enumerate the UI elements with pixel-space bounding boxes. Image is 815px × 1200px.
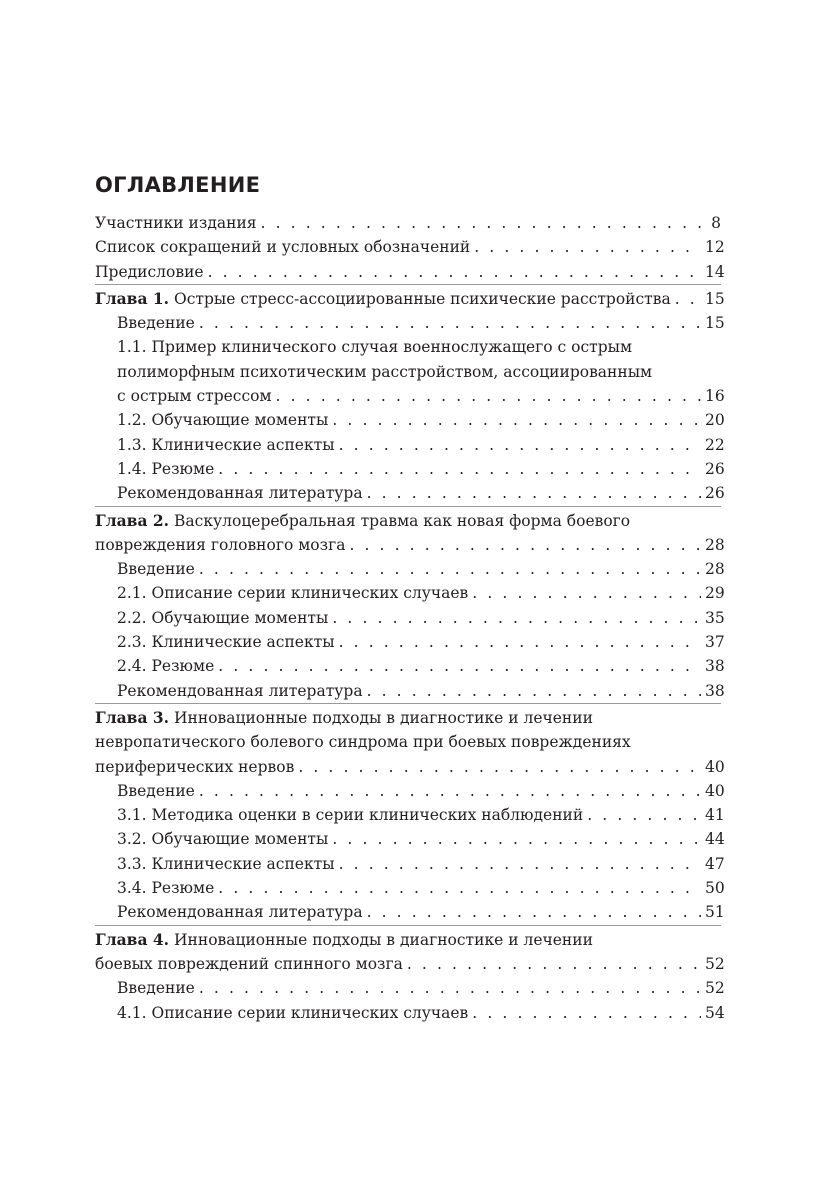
toc-entry-title: Рекомендованная литература bbox=[117, 484, 363, 503]
toc-entry-title: 3.1. Методика оценки в серии клинических наблюдений bbox=[117, 806, 584, 825]
toc-leader-dots bbox=[339, 630, 701, 654]
toc-entry-title: 2.3. Клинические аспекты bbox=[117, 633, 335, 652]
toc-entry[interactable] bbox=[95, 976, 725, 1000]
toc-chapter-heading[interactable] bbox=[95, 287, 725, 311]
toc-entry[interactable] bbox=[95, 852, 725, 876]
toc-page-number: 52 bbox=[705, 979, 725, 998]
toc-page-number: 20 bbox=[705, 411, 725, 430]
toc-entry[interactable] bbox=[95, 457, 725, 481]
toc-entry[interactable] bbox=[95, 557, 725, 581]
toc-chapter-1 bbox=[95, 284, 725, 506]
toc-chapter-title-line[interactable] bbox=[95, 509, 721, 533]
toc-page-number: 22 bbox=[705, 435, 725, 454]
toc-leader-dots bbox=[208, 260, 701, 284]
toc-leader-dots bbox=[339, 852, 701, 876]
toc-entry[interactable] bbox=[95, 481, 725, 505]
toc-chapter-title-line[interactable] bbox=[95, 928, 721, 952]
toc-leader-dots bbox=[474, 235, 701, 259]
toc-page-number: 52 bbox=[705, 954, 725, 973]
toc-page-number: 38 bbox=[705, 681, 725, 700]
toc-page-number: 37 bbox=[705, 633, 725, 652]
toc-entry-title: 1.3. Клинические аспекты bbox=[117, 435, 335, 454]
toc-entry[interactable] bbox=[95, 235, 725, 259]
toc-chapter-title: повреждения головного мозга bbox=[95, 535, 346, 554]
toc-chapter-3 bbox=[95, 703, 725, 925]
toc-chapter-heading[interactable] bbox=[95, 533, 725, 557]
toc-chapter-heading[interactable] bbox=[95, 952, 725, 976]
toc-page-number: 38 bbox=[705, 657, 725, 676]
toc-page-number: 54 bbox=[705, 1003, 725, 1022]
chapter-label: Глава 4. bbox=[95, 929, 170, 949]
toc-page-number: 28 bbox=[705, 560, 725, 579]
toc-entry[interactable] bbox=[95, 606, 725, 630]
toc-leader-dots bbox=[332, 408, 701, 432]
toc-page-number: 15 bbox=[705, 314, 725, 333]
toc-entry[interactable] bbox=[95, 408, 725, 432]
toc-page-number: 29 bbox=[705, 584, 725, 603]
toc-entry-title: 3.4. Резюме bbox=[117, 879, 215, 898]
toc-entry-title: 3.3. Клинические аспекты bbox=[117, 854, 335, 873]
toc-leader-dots bbox=[367, 481, 701, 505]
toc-chapter-4 bbox=[95, 925, 725, 1025]
chapter-label: Глава 3. bbox=[95, 707, 170, 727]
toc-entry-title: Введение bbox=[117, 560, 195, 579]
toc-entry-title: 4.1. Описание серии клинических случаев bbox=[117, 1003, 469, 1022]
chapter-title-text: Васкулоцеребральная травма как новая форма боевого bbox=[174, 511, 631, 530]
toc-page-number: 40 bbox=[705, 757, 725, 776]
toc-leader-dots bbox=[367, 900, 701, 924]
toc-leader-dots bbox=[261, 211, 701, 235]
chapter-title-text: Острые стресс-ассоциированные психические расстройства bbox=[174, 289, 671, 308]
toc-chapter-heading[interactable] bbox=[95, 755, 725, 779]
toc-entry[interactable] bbox=[95, 260, 725, 284]
toc-page-number: 26 bbox=[705, 459, 725, 478]
toc-leader-dots bbox=[332, 827, 701, 851]
toc-entry[interactable] bbox=[95, 876, 725, 900]
toc-entry-title: 2.1. Описание серии клинических случаев bbox=[117, 584, 469, 603]
toc-entry-title: с острым стрессом bbox=[117, 387, 272, 406]
chapter-title-text: Инновационные подходы в диагностике и лечении bbox=[174, 708, 593, 727]
toc-entry[interactable] bbox=[95, 779, 725, 803]
toc-entry-title-line[interactable]: 1.1. Пример клинического случая военнослужащего с острым bbox=[117, 338, 633, 357]
toc-chapter-title bbox=[95, 287, 671, 311]
toc-page-number: 44 bbox=[705, 830, 725, 849]
toc-page-number: 47 bbox=[705, 854, 725, 873]
toc-entry[interactable] bbox=[95, 581, 725, 605]
toc-leader-dots bbox=[367, 679, 701, 703]
toc-chapter-title-line[interactable]: невропатического болевого синдрома при боевых повреждениях bbox=[95, 733, 631, 752]
toc-entry[interactable] bbox=[95, 433, 725, 457]
toc-entry-title: Предисловие bbox=[95, 262, 204, 281]
toc-page-number: 35 bbox=[705, 608, 725, 627]
toc-page-number: 41 bbox=[705, 806, 725, 825]
toc-leader-dots bbox=[199, 557, 701, 581]
toc-page-number: 26 bbox=[705, 484, 725, 503]
toc-entry-title-line[interactable]: полиморфным психотическим расстройством, ассоциированным bbox=[117, 362, 653, 381]
toc-entry-title: 2.2. Обучающие моменты bbox=[117, 608, 329, 627]
toc-chapter-title: боевых повреждений спинного мозга bbox=[95, 954, 403, 973]
toc-entry-title: 1.2. Обучающие моменты bbox=[117, 411, 329, 430]
toc-page-number: 8 bbox=[711, 214, 721, 232]
toc-leader-dots bbox=[199, 311, 701, 335]
toc-entry-title: 1.4. Резюме bbox=[117, 459, 215, 478]
toc-page-number: 51 bbox=[705, 903, 725, 922]
toc-leader-dots bbox=[199, 779, 701, 803]
toc-entry[interactable] bbox=[95, 211, 721, 235]
toc-page-number: 40 bbox=[705, 781, 725, 800]
toc-leader-dots bbox=[675, 287, 701, 311]
toc-leader-dots bbox=[332, 606, 701, 630]
toc-entry[interactable] bbox=[95, 654, 725, 678]
toc-leader-dots bbox=[199, 976, 701, 1000]
toc-leader-dots bbox=[339, 433, 701, 457]
toc-leader-dots bbox=[298, 755, 701, 779]
toc-page-number: 28 bbox=[705, 535, 725, 554]
toc-list bbox=[95, 211, 725, 1025]
toc-leader-dots bbox=[472, 1001, 701, 1025]
toc-entry-title: 2.4. Резюме bbox=[117, 657, 215, 676]
toc-page-number: 15 bbox=[705, 289, 725, 308]
toc-entry[interactable] bbox=[95, 311, 725, 335]
toc-page-number: 50 bbox=[705, 879, 725, 898]
toc-leader-dots bbox=[218, 876, 701, 900]
toc-entry-title: Введение bbox=[117, 781, 195, 800]
toc-entry-title: Введение bbox=[117, 314, 195, 333]
toc-entry-title: Список сокращений и условных обозначений bbox=[95, 238, 471, 257]
toc-entry-title: Участники издания bbox=[95, 214, 257, 232]
toc-leader-dots bbox=[218, 654, 701, 678]
toc-entry[interactable] bbox=[95, 900, 725, 924]
chapter-label: Глава 2. bbox=[95, 510, 170, 530]
toc-entry-title: Рекомендованная литература bbox=[117, 903, 363, 922]
toc-entry[interactable] bbox=[95, 1001, 725, 1025]
toc-page-number: 12 bbox=[705, 238, 725, 257]
toc-chapter-title: периферических нервов bbox=[95, 757, 295, 776]
toc-leader-dots bbox=[349, 533, 701, 557]
toc-front-matter bbox=[95, 211, 725, 284]
toc-page-number: 16 bbox=[705, 387, 725, 406]
toc-entry-title: 3.2. Обучающие моменты bbox=[117, 830, 329, 849]
toc-leader-dots bbox=[407, 952, 701, 976]
toc-leader-dots bbox=[587, 803, 701, 827]
toc-chapter-title-line[interactable] bbox=[95, 706, 721, 730]
toc-page-number: 14 bbox=[705, 262, 725, 281]
toc-entry[interactable] bbox=[95, 679, 725, 703]
toc-leader-dots bbox=[472, 581, 701, 605]
toc-chapter-2 bbox=[95, 506, 725, 703]
toc-entry[interactable] bbox=[95, 803, 725, 827]
toc-entry-title: Введение bbox=[117, 979, 195, 998]
toc-entry[interactable] bbox=[95, 384, 725, 408]
chapter-label: Глава 1. bbox=[95, 288, 170, 308]
toc-leader-dots bbox=[276, 384, 701, 408]
toc-entry[interactable] bbox=[95, 827, 725, 851]
toc-entry-title: Рекомендованная литература bbox=[117, 681, 363, 700]
toc-entry[interactable] bbox=[95, 630, 725, 654]
page-title: ОГЛАВЛЕНИЕ bbox=[95, 173, 261, 197]
toc-leader-dots bbox=[218, 457, 701, 481]
chapter-title-text: Инновационные подходы в диагностике и лечении bbox=[174, 930, 593, 949]
